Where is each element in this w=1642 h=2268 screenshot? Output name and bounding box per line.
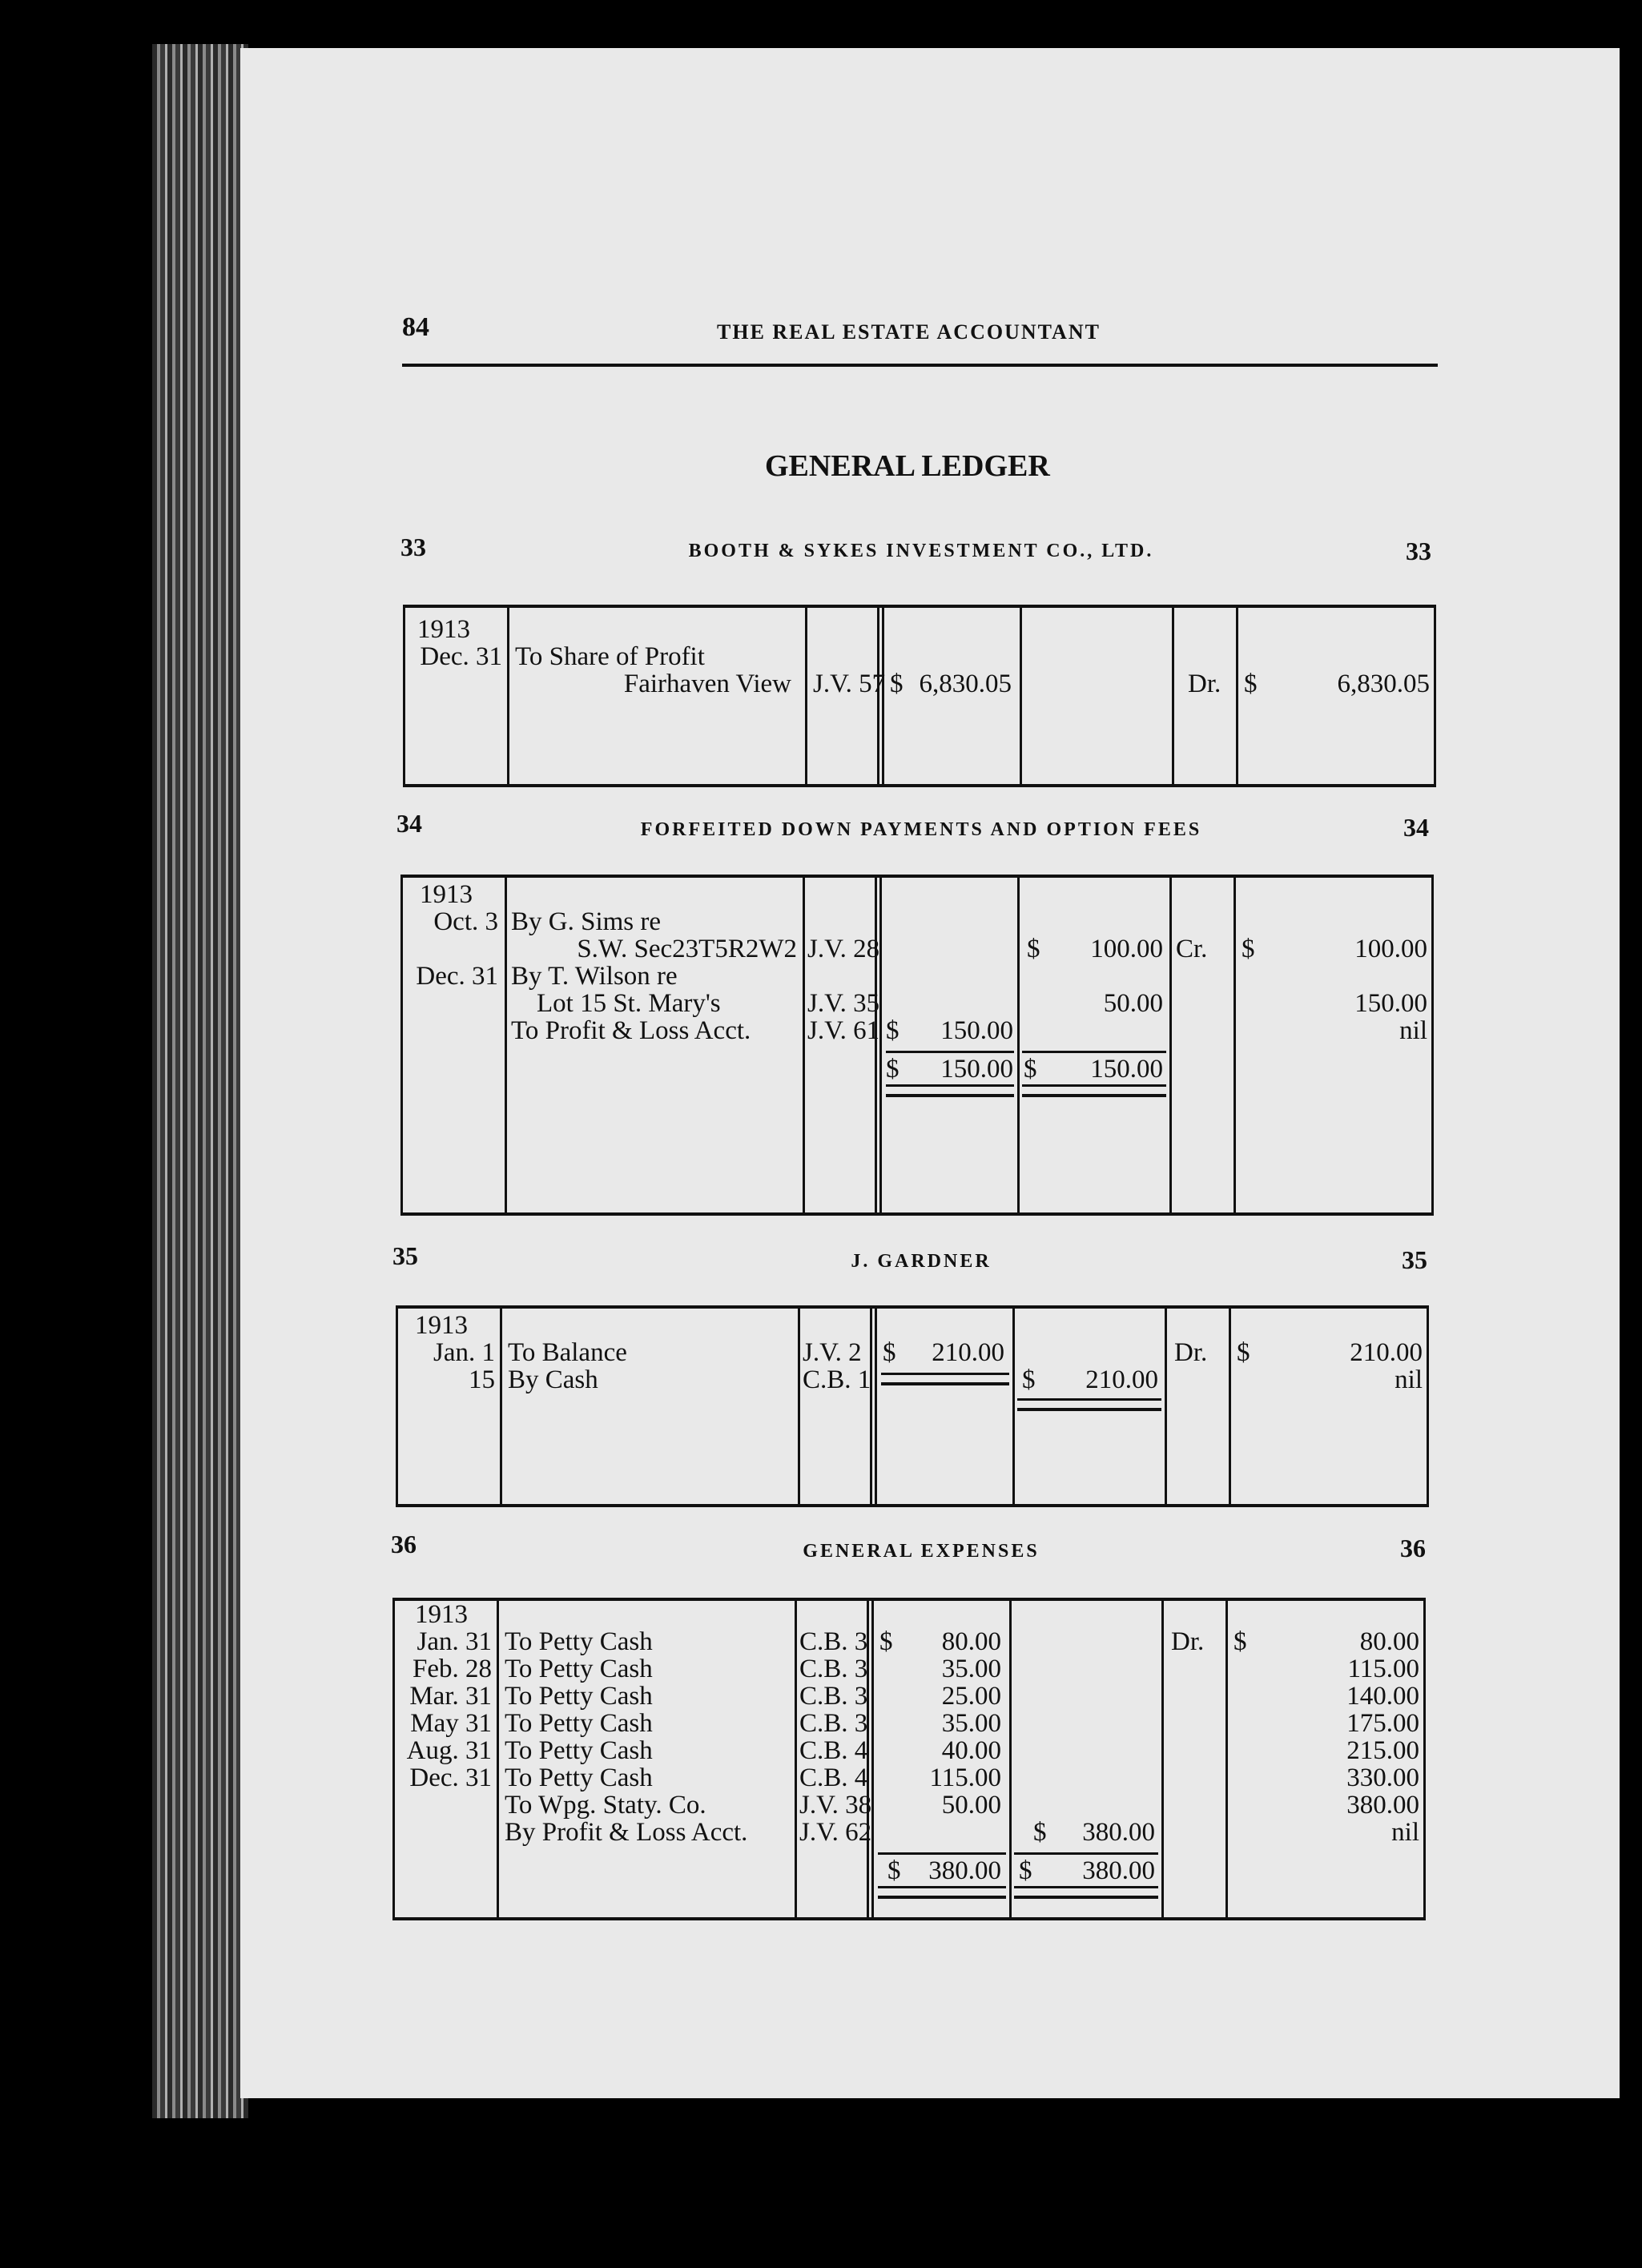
table-row: Dec. 31 By T. Wilson re	[416, 962, 678, 991]
header-rule	[402, 364, 1438, 367]
account-number-left: 34	[396, 809, 422, 838]
table-row: 15 By Cash C.B. 1 $ 210.00 nil	[469, 1365, 1423, 1394]
account-number-right: 34	[1403, 813, 1429, 842]
totals-row: $ 150.00 $ 150.00	[886, 1055, 1163, 1084]
table-row: Fairhaven View J.V. 57 $ 6,830.05 Dr. $ 6,830.05	[623, 670, 1430, 698]
year: 1913	[420, 880, 473, 909]
table-row: S.W. Sec23T5R2W2 J.V. 28 $ 100.00 Cr. $ 100.00	[577, 935, 1427, 963]
year: 1913	[417, 615, 470, 644]
totals-row: $ 380.00 $ 380.00	[887, 1856, 1155, 1885]
account-number-right: 33	[1406, 537, 1431, 565]
table-row: Feb. 28 To Petty Cash C.B. 3 35.00 115.00	[413, 1655, 1419, 1683]
ledger-table	[400, 875, 1434, 1216]
account-number-left: 35	[392, 1241, 418, 1270]
account-title: J. GARDNER	[851, 1251, 992, 1272]
ledger-table	[396, 1305, 1429, 1507]
account-title: BOOTH & SYKES INVESTMENT CO., LTD.	[688, 541, 1154, 561]
account-number-left: 33	[400, 533, 426, 561]
account-number-right: 36	[1400, 1534, 1426, 1562]
table-row: Dec. 31 To Petty Cash C.B. 4 115.00 330.00	[409, 1763, 1419, 1792]
table-row: By Profit & Loss Acct. J.V. 62 $ 380.00 nil	[505, 1818, 1419, 1847]
year-row	[396, 1312, 1429, 1339]
account-number-left: 36	[391, 1530, 417, 1558]
running-title: THE REAL ESTATE ACCOUNTANT	[717, 320, 1101, 344]
year: 1913	[415, 1311, 468, 1340]
table-row: Dec. 31 To Share of Profit	[420, 642, 705, 671]
table-row: May 31 To Petty Cash C.B. 3 35.00 175.00	[410, 1709, 1419, 1738]
ledger-table	[392, 1598, 1426, 1920]
year: 1913	[415, 1600, 468, 1629]
table-row: Oct. 3 By G. Sims re	[433, 907, 662, 936]
year-row	[392, 1601, 1426, 1628]
account-title: GENERAL EXPENSES	[803, 1541, 1040, 1562]
year-row	[400, 881, 1434, 908]
table-row: Jan. 1 To Balance J.V. 2 $ 210.00 Dr. $ 210.00	[433, 1338, 1423, 1367]
account-number-right: 35	[1402, 1245, 1427, 1274]
table-row: To Profit & Loss Acct. J.V. 61 $ 150.00 nil	[511, 1016, 1427, 1045]
book-gutter	[152, 44, 248, 2118]
year-row	[403, 616, 1436, 643]
table-row: Jan. 31 To Petty Cash C.B. 3 $ 80.00 Dr. $ 80.00	[417, 1627, 1419, 1656]
table-row: Mar. 31 To Petty Cash C.B. 3 25.00 140.00	[409, 1682, 1419, 1711]
table-row: Aug. 31 To Petty Cash C.B. 4 40.00 215.00	[406, 1736, 1419, 1765]
ledger-table	[403, 605, 1436, 787]
book-page	[240, 48, 1620, 2098]
page-number: 84	[402, 312, 429, 342]
page-title: GENERAL LEDGER	[765, 449, 1050, 483]
table-row: To Wpg. Staty. Co. J.V. 38 50.00 380.00	[505, 1791, 1419, 1820]
account-title: FORFEITED DOWN PAYMENTS AND OPTION FEES	[640, 819, 1202, 840]
table-row: Lot 15 St. Mary's J.V. 35 50.00 150.00	[537, 989, 1427, 1018]
